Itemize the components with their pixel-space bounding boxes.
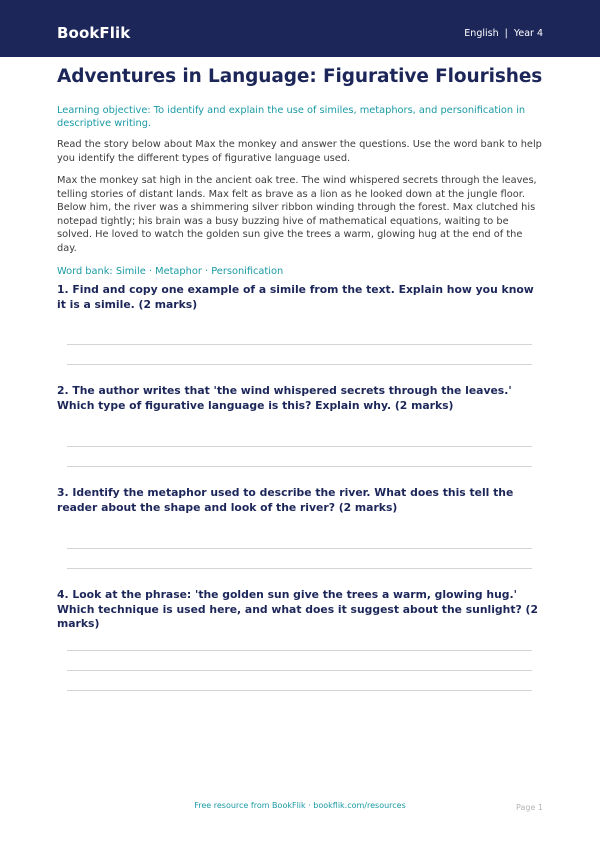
answer-line[interactable] (67, 568, 532, 569)
answer-line[interactable] (67, 364, 532, 365)
answer-line[interactable] (67, 650, 532, 651)
question-3 (57, 486, 543, 515)
worksheet-body (57, 62, 543, 287)
footer-resource-link[interactable]: Free resource from BookFlik · bookflik.com/resources (194, 801, 406, 810)
year-label: Year 4 (513, 28, 543, 39)
answer-line[interactable] (67, 670, 532, 671)
instructions: Read the story below about Max the monkey and answer the questions. Use the word bank to help you identify the different types of figurative language used. (57, 139, 542, 164)
question-text: 2. The author writes that 'the wind whispered secrets through the leaves.' Which type of figurative language is this? Explain why. (2 marks) (57, 384, 512, 412)
answer-line[interactable] (67, 466, 532, 467)
question-1 (57, 283, 543, 312)
subject-label: English (464, 28, 499, 39)
learning-objective: Learning objective: To identify and explain the use of similes, metaphors, and personification in descriptive writing. (57, 105, 526, 129)
page-title: Adventures in Language: Figurative Flourishes (57, 66, 543, 87)
question-text: 1. Find and copy one example of a simile from the text. Explain how you know it is a simile. (2 marks) (57, 283, 534, 311)
answer-line[interactable] (67, 446, 532, 447)
header-meta (464, 28, 543, 39)
question-2 (57, 384, 543, 413)
page-number: Page 1 (516, 803, 543, 812)
answer-line[interactable] (67, 344, 532, 345)
brand-logo: BookFlik (57, 24, 131, 42)
meta-separator: | (504, 28, 508, 39)
question-text: 3. Identify the metaphor used to describe the river. What does this tell the reader about the shape and look of the river? (2 marks) (57, 486, 514, 514)
question-4 (57, 588, 543, 632)
page-header (0, 0, 600, 57)
answer-line[interactable] (67, 548, 532, 549)
word-bank: Word bank: Simile · Metaphor · Personification (57, 266, 284, 277)
answer-line[interactable] (67, 690, 532, 691)
question-text: 4. Look at the phrase: 'the golden sun give the trees a warm, glowing hug.' Which technique is used here, and what does it suggest about the sunlight? (2 marks) (57, 588, 538, 630)
story-text: Max the monkey sat high in the ancient oak tree. The wind whispered secrets through the leaves, telling stories of distant lands. Max felt as brave as a lion as he looked down at the jungle floor. Below him, the river was a shimmering silver ribbon winding through the forest. Max clutched his notepad tightly; his brain was a busy buzzing hive of mathematical equations, waiting to be solved. He loved to watch the golden sun give the trees a warm, glowing hug at the end of the day. (57, 175, 537, 254)
